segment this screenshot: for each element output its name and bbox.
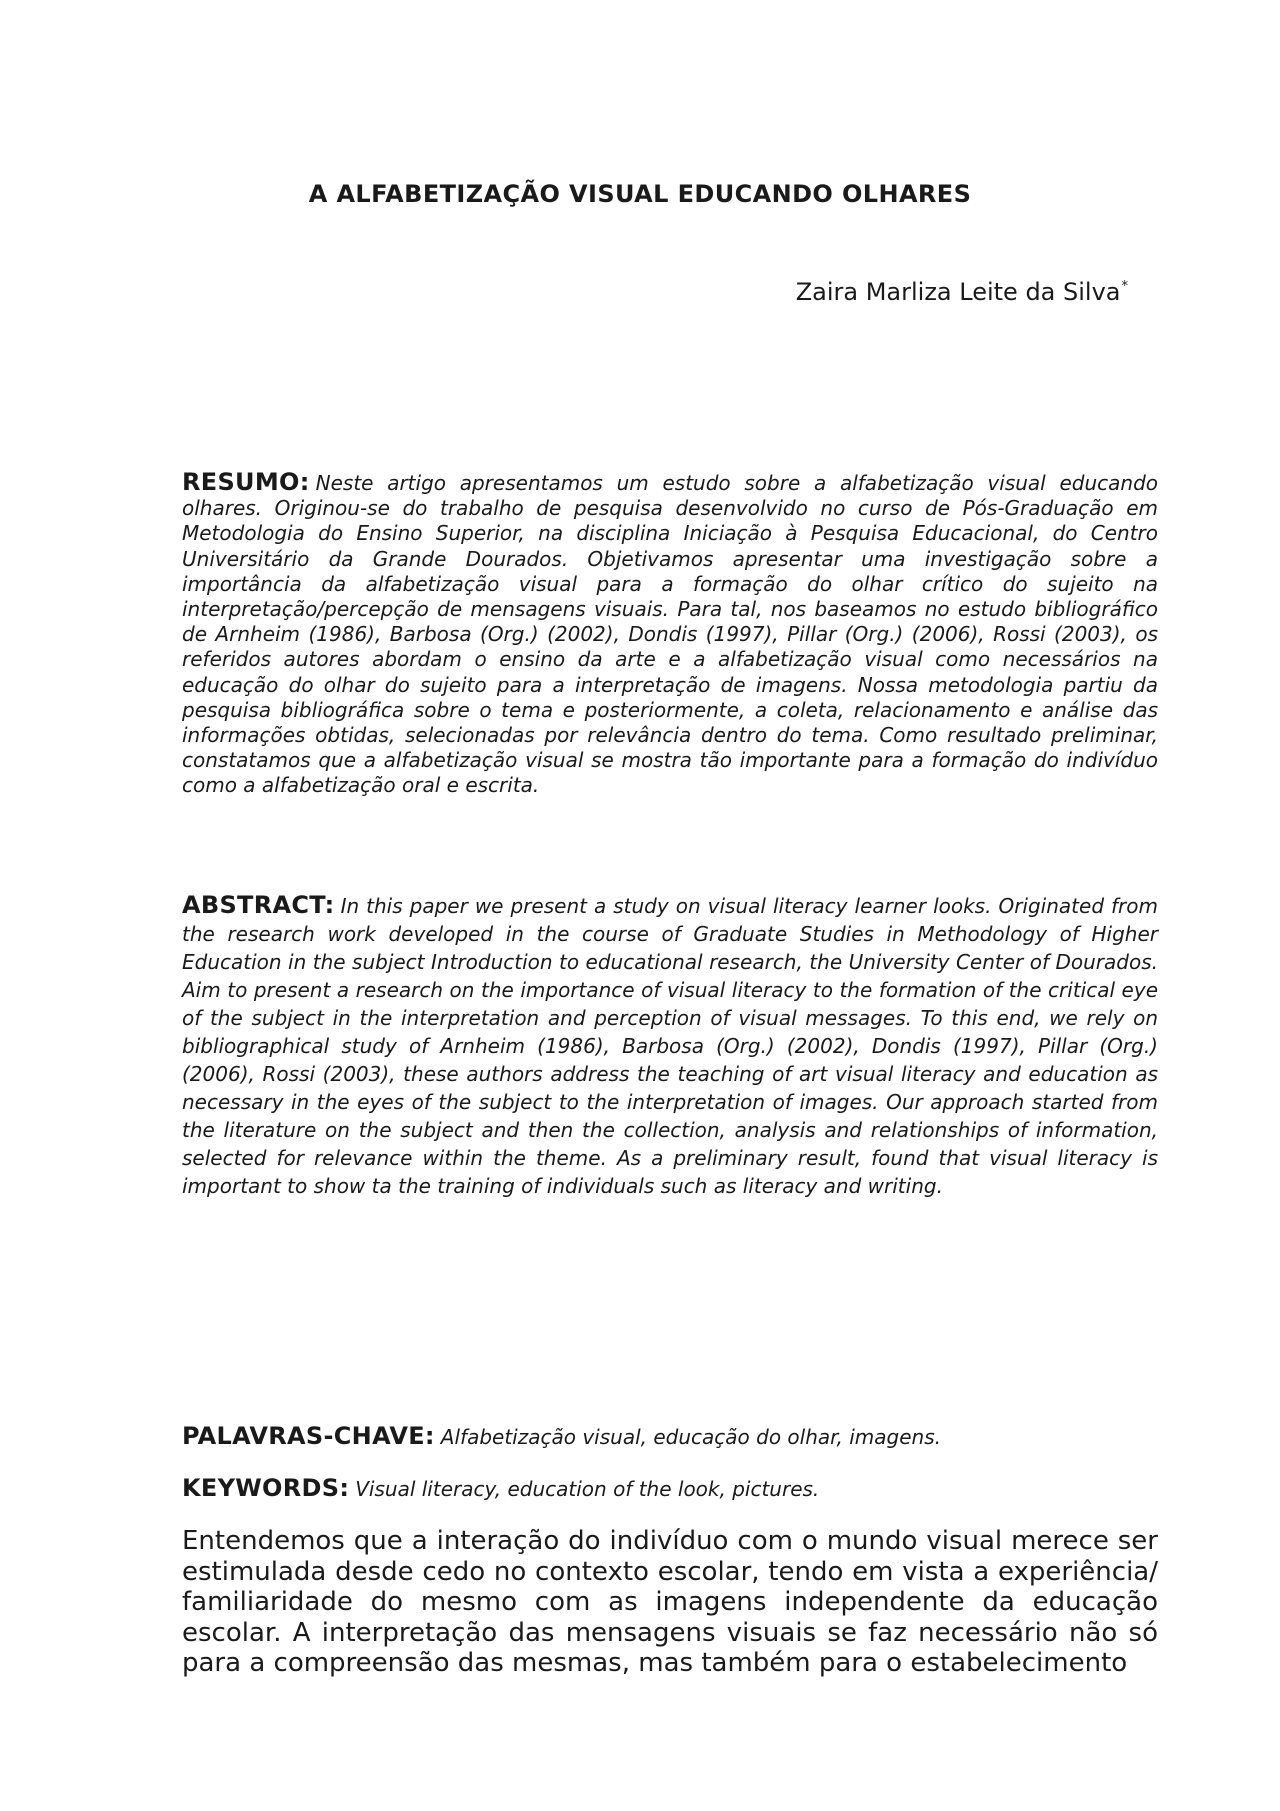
article-title: A ALFABETIZAÇÃO VISUAL EDUCANDO OLHARES bbox=[308, 180, 972, 208]
body-paragraph: Entendemos que a interação do indivíduo com o mundo visual merece ser estimulada desde cedo no contexto escolar, tendo em vista a experiência/ familiaridade do mesmo com as imagens independente da educação escolar. A interpretação das mensagens visuais se faz necessário não só para a compreensão das mesmas, mas também para o estabelecimento bbox=[182, 1526, 1158, 1678]
resumo-text: Neste artigo apresentamos um estudo sobre a alfabetização visual educando olhares. Originou-se do trabalho de pesquisa desenvolvido no curso de Pós-Graduação em Metodologia do Ensino Superior, na disciplina Iniciação à Pesquisa Educacional, do Centro Universitário da Grande Dourados. Objetivamos apresentar uma investigação sobre a importância da alfabetização visual para a formação do olhar crítico do sujeito na interpretação/percepção de mensagens visuais. Para tal, nos baseamos no estudo bibliográfico de Arnheim (1986), Barbosa (Org.) (2002), Dondis (1997), Pillar (Org.) (2006), Rossi (2003), os referidos autores abordam o ensino da arte e a alfabetização visual como necessários na educação do olhar do sujeito para a interpretação de imagens. Nossa metodologia partiu da pesquisa bibliográfica sobre o tema e posteriormente, a coleta, relacionamento e análise das informações obtidas, selecionadas por relevância dentro do tema. Como resultado preliminar, constatamos que a alfabetização visual se mostra tão importante para a formação do indivíduo como a alfabetização oral e escrita. bbox=[182, 471, 1158, 798]
resumo-section bbox=[182, 470, 1158, 799]
author-line bbox=[796, 278, 1128, 306]
keywords-pt-section bbox=[182, 1422, 1158, 1450]
author-footnote-mark: * bbox=[1121, 279, 1128, 294]
keywords-en-label: KEYWORDS: bbox=[182, 1474, 350, 1502]
author-name: Zaira Marliza Leite da Silva bbox=[795, 278, 1121, 306]
keywords-en-text: Visual literacy, education of the look, pictures. bbox=[355, 1477, 820, 1501]
keywords-pt-text: Alfabetização visual, educação do olhar, imagens. bbox=[440, 1425, 941, 1449]
keywords-en-section bbox=[182, 1474, 1158, 1502]
keywords-pt-label: PALAVRAS-CHAVE: bbox=[182, 1422, 435, 1450]
abstract-section bbox=[182, 891, 1158, 1200]
abstract-label: ABSTRACT: bbox=[182, 891, 335, 919]
abstract-text: In this paper we present a study on visual literacy learner looks. Originated from the research work developed in the course of Graduate Studies in Methodology of Higher Education in the subject Introduction to educational research, the University Center of Dourados. Aim to present a research on the importance of visual literacy to the formation of the critical eye of the subject in the interpretation and perception of visual messages. To this end, we rely on bibliographical study of Arnheim (1986), Barbosa (Org.) (2002), Dondis (1997), Pillar (Org.) (2006), Rossi (2003), these authors address the teaching of art visual literacy and education as necessary in the eyes of the subject to the interpretation of images. Our approach started from the literature on the subject and then the collection, analysis and relationships of information, selected for relevance within the theme. As a preliminary result, found that visual literacy is important to show ta the training of individuals such as literacy and writing. bbox=[182, 894, 1158, 1198]
resumo-label: RESUMO: bbox=[182, 468, 310, 496]
